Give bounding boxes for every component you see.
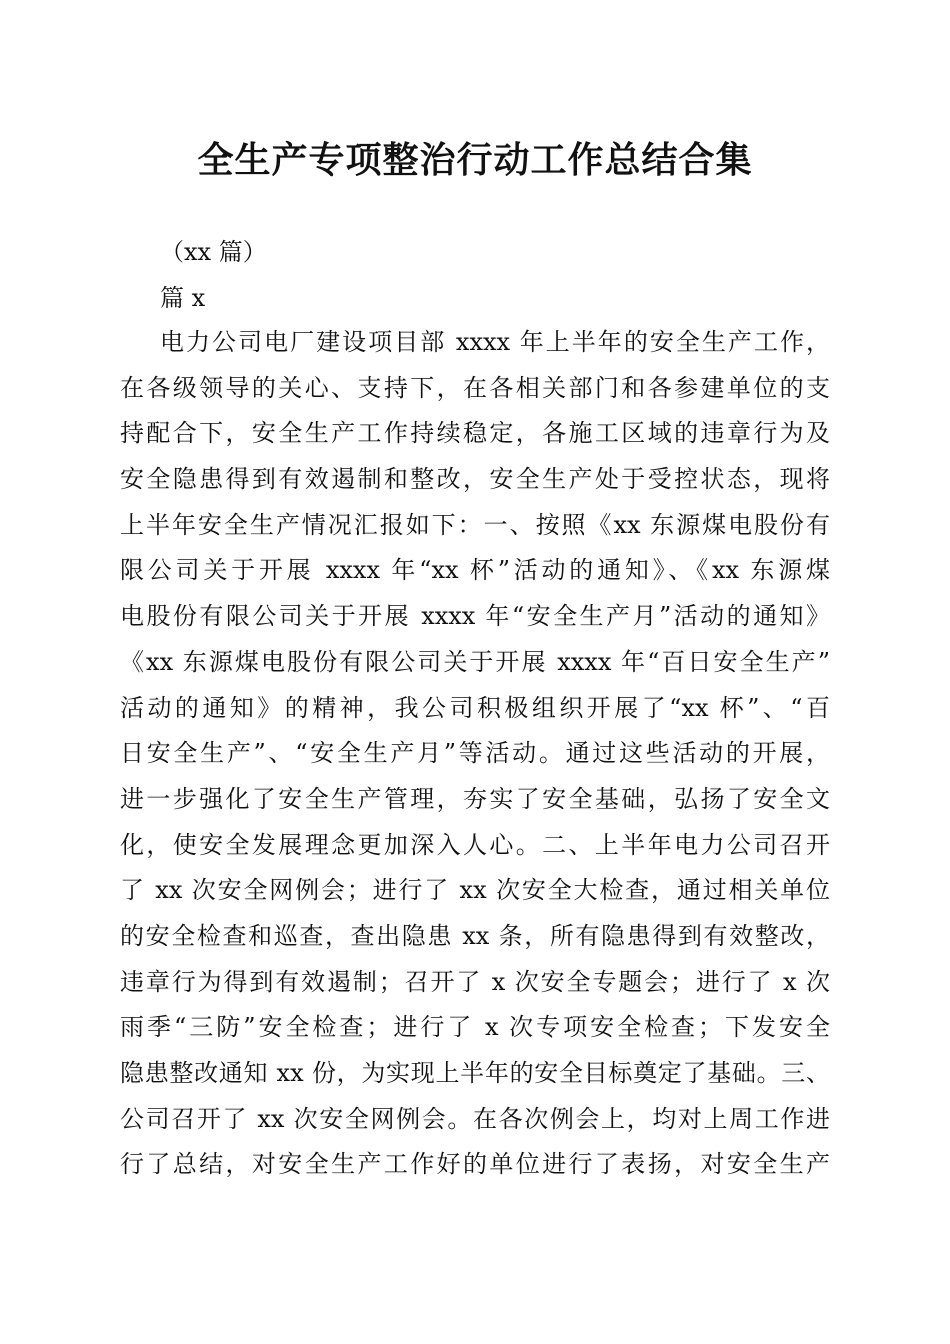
body-paragraph: [120, 326, 830, 1194]
section-label: （xx 篇）: [160, 238, 267, 266]
body-line: 了 xx 次安全网例会；进行了 xx 次安全大检查，通过相关单位: [120, 876, 830, 905]
body-line: 《xx 东源煤电股份有限公司关于开展 xxxx 年“百日安全生产”: [120, 647, 830, 676]
body-line: 化，使安全发展理念更加深入人心。二、上半年电力公司召开: [120, 830, 830, 859]
body-line: 活动的通知》的精神，我公司积极组织开展了“xx 杯”、“百: [120, 693, 830, 722]
body-line: 持配合下，安全生产工作持续稳定，各施工区域的违章行为及: [120, 419, 830, 448]
body-line: 隐患整改通知 xx 份，为实现上半年的安全目标奠定了基础。三、: [120, 1059, 830, 1087]
body-line: 违章行为得到有效遏制；召开了 x 次安全专题会；进行了 x 次: [120, 967, 830, 996]
body-line: 行了总结，对安全生产工作好的单位进行了表扬，对安全生产: [120, 1150, 830, 1179]
body-line: 雨季“三防”安全检查；进行了 x 次专项安全检查；下发安全: [120, 1013, 830, 1042]
document-title: 全生产专项整治行动工作总结合集: [197, 139, 753, 181]
chapter-label: 篇 x: [160, 284, 206, 312]
body-line: 电股份有限公司关于开展 xxxx 年“安全生产月”活动的通知》: [120, 602, 830, 631]
body-line: 电力公司电厂建设项目部 xxxx 年上半年的安全生产工作，: [160, 328, 830, 356]
body-line: 限公司关于开展 xxxx 年“xx 杯”活动的通知》、《xx 东源煤: [120, 556, 830, 585]
body-line: 公司召开了 xx 次安全网例会。在各次例会上，均对上周工作进: [120, 1104, 830, 1133]
body-line: 安全隐患得到有效遏制和整改，安全生产处于受控状态，现将: [120, 465, 830, 494]
body-line: 上半年安全生产情况汇报如下：一、按照《xx 东源煤电股份有: [120, 510, 830, 539]
body-line: 的安全检查和巡查，查出隐患 xx 条，所有隐患得到有效整改，: [120, 921, 830, 950]
body-line: 日安全生产”、“安全生产月”等活动。通过这些活动的开展，: [120, 739, 830, 768]
body-line: 进一步强化了安全生产管理，夯实了安全基础，弘扬了安全文: [120, 784, 830, 813]
body-line: 在各级领导的关心、支持下，在各相关部门和各参建单位的支: [120, 373, 830, 402]
